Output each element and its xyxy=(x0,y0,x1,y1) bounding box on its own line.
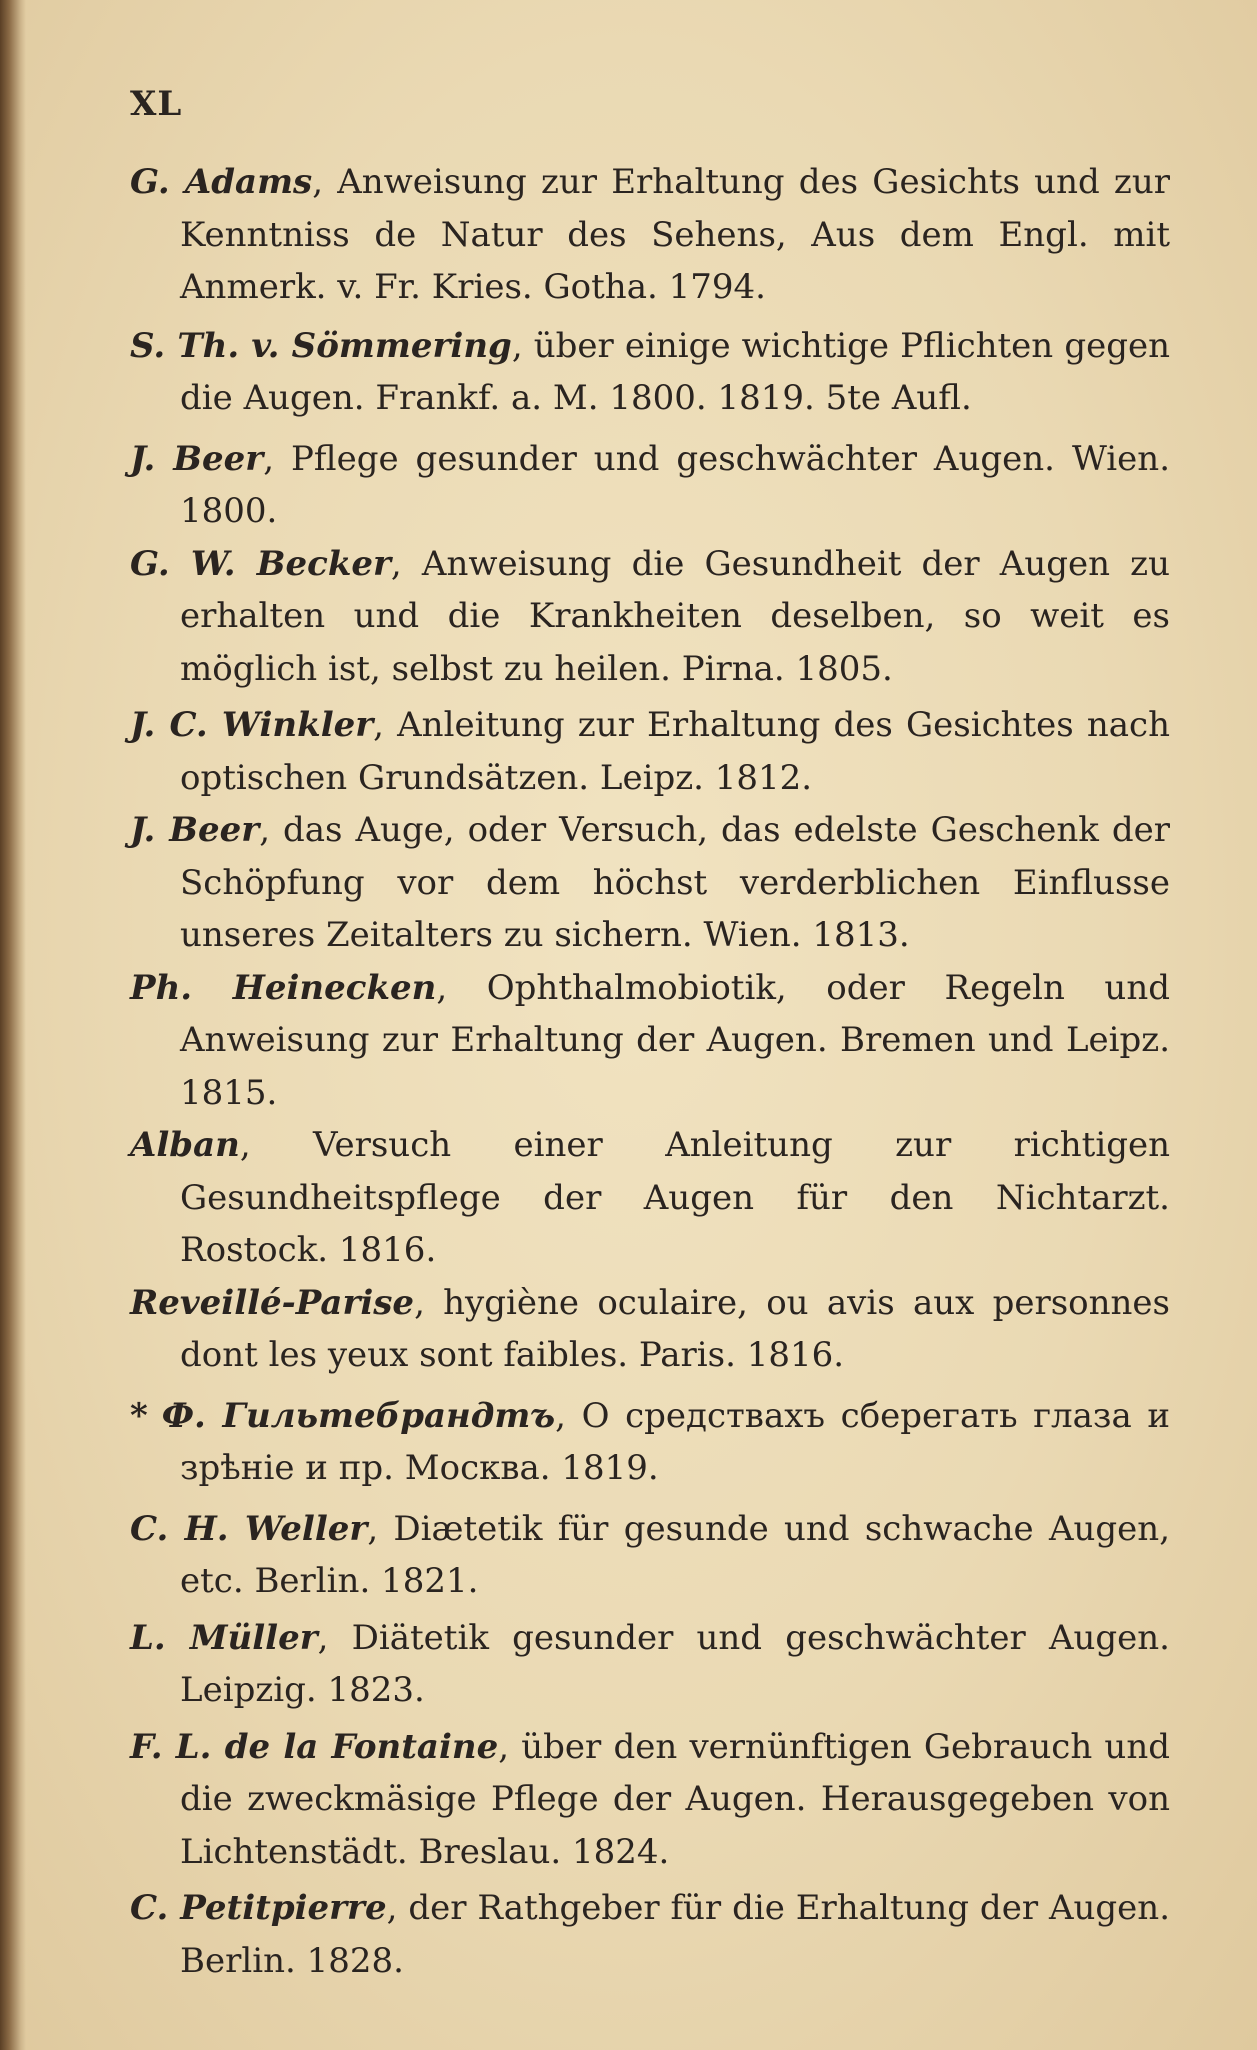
entry-author: G. W. Becker xyxy=(130,543,391,584)
entry-text: Diætetik für gesunde und schwache Augen, etc. Berlin. 1821. xyxy=(180,1508,1170,1601)
entry-text: über den vernünftigen Gebrauch und die zweckmäsige Pflege der Augen. Herausgegeben von Lichtenstädt. Breslau. 1824. xyxy=(180,1726,1170,1872)
bibliography-entry: C. H. Weller, Diætetik für gesunde und schwache Augen, etc. Berlin. 1821. xyxy=(130,1508,1170,1601)
entry-text: Versuch einer Anleitung zur richtigen Gesundheitspflege der Augen für den Nichtarzt. Rostock. 1816. xyxy=(180,1125,1170,1270)
bibliography-list xyxy=(130,156,1170,1987)
bibliography-entry: C. Petitpierre, der Rathgeber für die Erhaltung der Augen. Berlin. 1828. xyxy=(130,1888,1171,1981)
entry-author: Ph. Heinecken xyxy=(130,967,437,1008)
entry-text: Anweisung zur Erhaltung des Gesichts und zur Kenntniss de Natur des Sehens, Aus dem Engl. mit Anmerk. v. Fr. Kries. Gotha. 1794. xyxy=(180,162,1170,307)
entry-author: Reveillé-Parise xyxy=(130,1282,415,1323)
bibliography-entry: Reveillé-Parise, hygiène oculaire, ou avis aux personnes dont les yeux sont faibles. Paris. 1816. xyxy=(130,1282,1170,1375)
entry-author: J. C. Winkler xyxy=(130,705,374,745)
entry-text: Diätetik gesunder und geschwächter Augen. Leipzig. 1823. xyxy=(180,1617,1170,1710)
entry-text: Pflege gesunder und geschwächter Augen. Wien. 1800. xyxy=(180,438,1171,531)
page-number: XL xyxy=(130,84,183,124)
bibliography-entry: * Ф. Гильтебрандтъ, О средствахъ сберегать глаза и зрѣніе и пр. Москва. 1819. xyxy=(130,1395,1171,1488)
bibliography-entry: J. Beer, Pflege gesunder und geschwächter Augen. Wien. 1800. xyxy=(130,438,1171,531)
bibliography-entry: S. Th. v. Sömmering, über einige wichtige Pflichten gegen die Augen. Frankf. a. M. 1800. 1819. 5te Aufl. xyxy=(130,325,1170,418)
entry-mark: * xyxy=(130,1395,148,1436)
entry-text: Ophthalmobiotik, oder Regeln und Anweisung zur Erhaltung der Augen. Bremen und Leipz. 1815. xyxy=(180,967,1170,1113)
bibliography-entry: Ph. Heinecken, Ophthalmobiotik, oder Regeln und Anweisung zur Erhaltung der Augen. Bremen und Leipz. 1815. xyxy=(130,967,1170,1113)
entry-text: Anweisung die Gesundheit der Augen zu erhalten und die Krankheiten deselben, so weit es möglich ist, selbst zu heilen. Pirna. 1805. xyxy=(180,543,1170,689)
entry-text: über einige wichtige Pflichten gegen die Augen. Frankf. a. M. 1800. 1819. 5te Aufl. xyxy=(180,325,1170,418)
bibliography-entry: J. C. Winkler, Anleitung zur Erhaltung des Gesichtes nach optischen Grundsätzen. Leipz. 1812. xyxy=(130,705,1170,798)
entry-author: Ф. Гильтебрандтъ xyxy=(161,1395,556,1436)
book-spine-shadow xyxy=(0,0,26,2050)
entry-text: Anleitung zur Erhaltung des Gesichtes nach optischen Grundsätzen. Leipz. 1812. xyxy=(180,705,1170,798)
bibliography-entry: Alban, Versuch einer Anleitung zur richtigen Gesundheitspflege der Augen für den Nichtarzt. Rostock. 1816. xyxy=(130,1125,1170,1270)
entry-text: hygiène oculaire, ou avis aux personnes dont les yeux sont faibles. Paris. 1816. xyxy=(180,1282,1170,1375)
bibliography-entry: G. Adams, Anweisung zur Erhaltung des Gesichts und zur Kenntniss de Natur des Sehens, Aus dem Engl. mit Anmerk. v. Fr. Kries. Gotha. 1794. xyxy=(130,162,1170,307)
entry-author: L. Müller xyxy=(130,1617,318,1658)
entry-text: О средствахъ сберегать глаза и зрѣніе и пр. Москва. 1819. xyxy=(180,1395,1171,1488)
entry-author: Alban xyxy=(130,1125,240,1165)
bibliography-entry: G. W. Becker, Anweisung die Gesundheit der Augen zu erhalten und die Krankheiten deselben, so weit es möglich ist, selbst zu heilen. Pirna. 1805. xyxy=(130,543,1170,689)
entry-author: G. Adams xyxy=(130,162,313,202)
entry-author: J. Beer xyxy=(130,438,264,479)
entry-author: F. L. de la Fontaine xyxy=(130,1726,499,1767)
bibliography-entry: F. L. de la Fontaine, über den vernünftigen Gebrauch und die zweckmäsige Pflege der Augen. Herausgegeben von Lichtenstädt. Breslau. 1824. xyxy=(130,1726,1170,1872)
entry-author: C. Petitpierre xyxy=(130,1888,387,1928)
entry-author: S. Th. v. Sömmering xyxy=(130,325,512,366)
entry-author: J. Beer xyxy=(130,810,260,850)
entry-author: C. H. Weller xyxy=(130,1508,368,1549)
bibliography-entry: L. Müller, Diätetik gesunder und geschwächter Augen. Leipzig. 1823. xyxy=(130,1617,1170,1710)
entry-text: das Auge, oder Versuch, das edelste Geschenk der Schöpfung vor dem höchst verderblichen Einflusse unseres Zeitalters zu sichern. Wien. 1813. xyxy=(180,810,1170,955)
entry-text: der Rathgeber für die Erhaltung der Augen. Berlin. 1828. xyxy=(180,1888,1171,1981)
bibliography-entry: J. Beer, das Auge, oder Versuch, das edelste Geschenk der Schöpfung vor dem höchst verderblichen Einflusse unseres Zeitalters zu sichern. Wien. 1813. xyxy=(130,810,1170,955)
